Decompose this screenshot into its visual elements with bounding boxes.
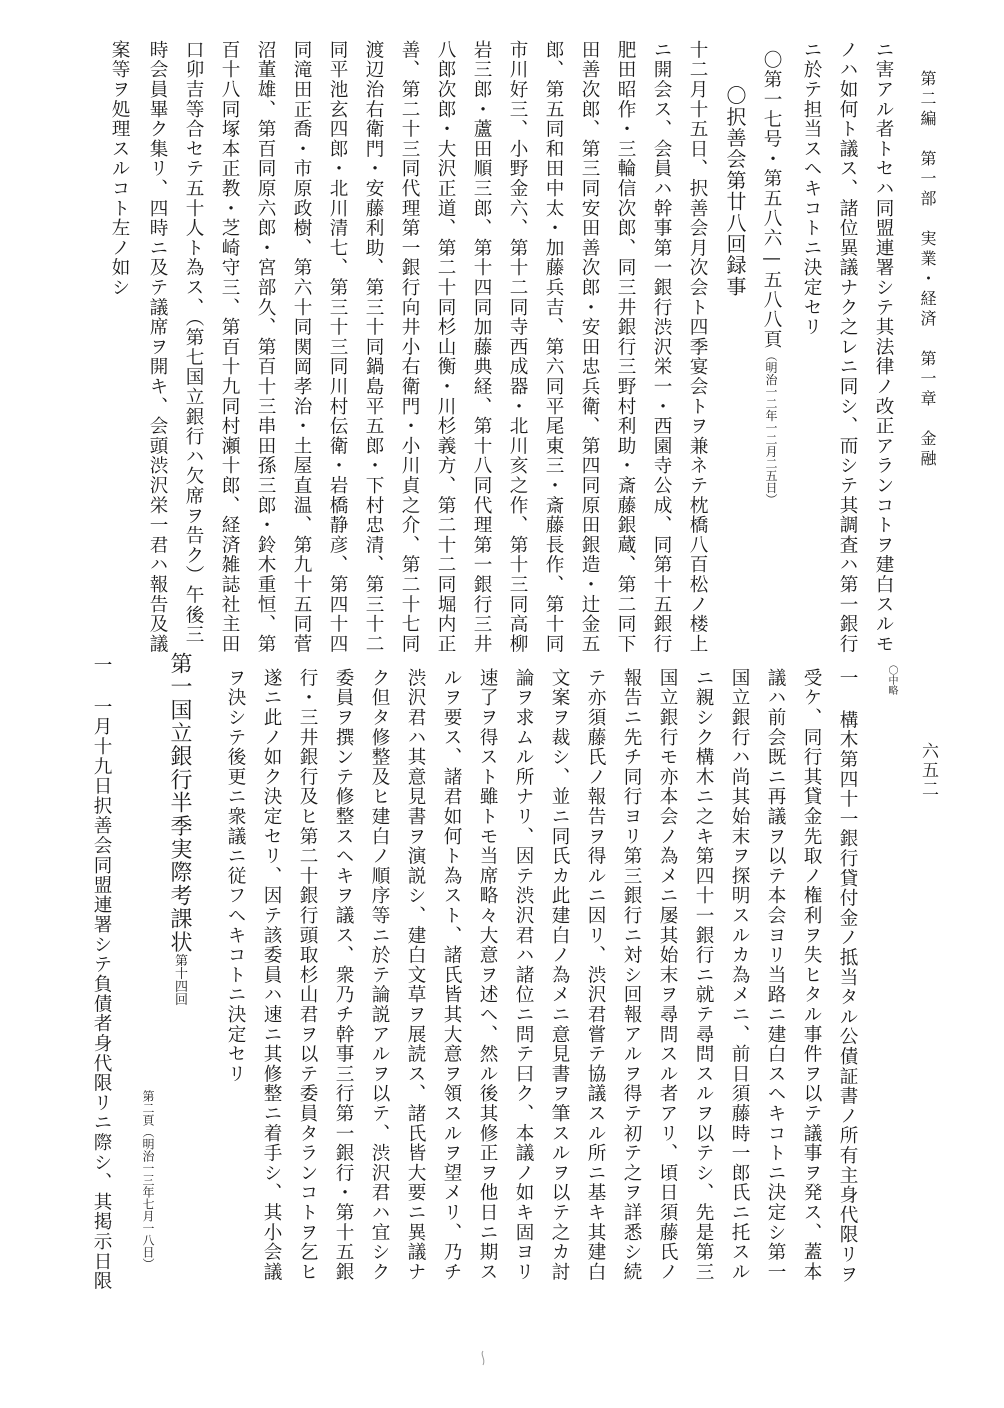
report-date: （明治一三年七月一八日） <box>141 1126 155 1270</box>
section-ref: 〇第一七号・第五八六—五八八頁 <box>761 50 782 350</box>
upper-line: 沼董雄、第百同原六郎・宮部久、第百十三串田孫三郎・鈴木重恒、第 <box>255 40 276 654</box>
upper-line: 同滝田正喬・市原政樹、第六十同関岡孝治・土屋直温、第九十五同菅 <box>291 40 312 654</box>
upper-line: 百十八同塚本正教・芝崎守三、第百十九同村瀬十郎、経済雑誌社主田 <box>219 40 240 654</box>
upper-line: 十二月十五日、択善会月次会ト四季宴会トヲ兼ネテ枕橋八百松ノ楼上 <box>687 40 708 654</box>
lower-line: 受ケ、同行其貸金先取ノ権利ヲ失ヒタル事件ヲ以テ議事ヲ発ス、蓋本 <box>801 668 822 1282</box>
lower-line: ニ親シク構木ニ之キ第四十一銀行ニ就テ尋問スルヲ以テシ、先是第三 <box>693 668 714 1282</box>
upper-line: ニ開会ス、会員ハ幹事第一銀行渋沢栄一・西園寺公成、同第十五銀行 <box>651 40 672 654</box>
lower-line: ルヲ要ス、諸君如何ト為スト、諸氏皆其大意ヲ領スルヲ望メリ、乃チ <box>441 668 462 1282</box>
upper-line: 善、第二十三同代理第一銀行向井小右衛門・小川貞之介、第二十七同 <box>399 40 420 654</box>
lower-line: 議ハ前会既ニ再議ヲ以テ本会ヨリ当路ニ建白スヘキコトニ決定シ第一 <box>765 668 786 1282</box>
upper-line: 案等ヲ処理スルコト左ノ如シ <box>109 40 130 298</box>
lower-line: 国立銀行モ亦本会ノ為メニ屡其始末ヲ尋問スル者アリ、頃日須藤氏ノ <box>657 668 678 1282</box>
upper-line: 時会員畢ク集リ、四時ニ及テ議席ヲ開キ、会頭渋沢栄一君ハ報告及議 <box>147 40 168 654</box>
omission-mark: 〇中略 <box>886 665 897 695</box>
lower-line: 報告ニ先チ同行ヨリ第三銀行ニ対シ回報アルヲ得テ初テ之ヲ詳悉シ続 <box>621 668 642 1282</box>
upper-line: 市川好三、小野金六、第十二同寺西成器・北川亥之作、第十三同高柳 <box>507 40 528 654</box>
report-heading <box>166 652 192 1352</box>
upper-line: 渡辺治右衛門・安藤利助、第三十同鍋島平五郎・下村忠清、第三十二 <box>363 40 384 654</box>
lower-line: 速了ヲ得スト雖トモ当席略々大意ヲ述ヘ、然ル後其修正ヲ他日ニ期ス <box>477 668 498 1282</box>
running-head: 第二編 第一部 実業・経済 第一章 金融 <box>918 70 937 470</box>
lower-line: 行・三井銀行及ヒ第二十銀行頭取杉山君ヲ以テ委員タランコトヲ乞ヒ <box>297 668 318 1282</box>
upper-line: 同平池玄四郎・北川清七、第三十三同川村伝衛・岩橋静彦、第四十四 <box>327 40 348 654</box>
lower-line: 国立銀行ハ尚其始末ヲ探明スルカ為メニ、前日須藤時一郎氏ニ托スル <box>729 668 750 1282</box>
upper-line: ノハ如何ト議ス、諸位異議ナク之レニ同シ、而シテ其調査ハ第一銀行 <box>837 40 858 654</box>
section-citation <box>758 50 784 650</box>
section-heading: 〇択善会第廿八回録事 <box>723 85 747 297</box>
upper-line: ニ害アル者トセハ同盟連署シテ其法律ノ改正アランコトヲ建白スルモ <box>873 40 894 654</box>
lower-line: 一 構木第四十一銀行貸付金ノ抵当タル公債証書ノ所有主身代限リヲ <box>837 668 858 1285</box>
lower-line: ク但タ修整及ヒ建白ノ順序等ニ於テ論説アルヲ以テ、渋沢君ハ宜シク <box>369 668 390 1282</box>
report-page: 第二頁 <box>141 1090 155 1126</box>
upper-line: 八郎次郎・大沢正道、第二十同杉山衡・川杉義方、第二十二同堀内正 <box>435 40 456 654</box>
ornament-mark <box>478 1350 488 1366</box>
report-note: 第十四回 <box>172 953 187 1006</box>
lower-line: 渋沢君ハ其意見書ヲ演説シ、建白文草ヲ展読ス、諸氏皆大要ニ異議ナ <box>405 668 426 1282</box>
lower-line: 論ヲ求ムル所ナリ、因テ渋沢君ハ諸位ニ問テ曰ク、本議ノ如キ固ヨリ <box>513 668 534 1282</box>
page-number: 六五二 <box>918 742 938 799</box>
upper-line: 口卯吉等合セテ五十人ト為ス、（第七国立銀行ハ欠席ヲ告ク）午後三 <box>183 40 204 645</box>
report-title: 第一国立銀行半季実際考課状 <box>167 652 192 954</box>
upper-line: 肥田昭作・三輪信次郎、同三井銀行三野村利助・斎藤銀蔵、第二同下 <box>615 40 636 654</box>
lower-line: 遂ニ此ノ如ク決定セリ、因テ該委員ハ速ニ其修整ニ着手シ、其小会議 <box>261 668 282 1282</box>
upper-line: 郎、第五同和田中太・加藤兵吉、第六同平尾東三・斎藤長作、第十同 <box>543 40 564 654</box>
lower-line: 一 一月十九日択善会同盟連署シテ負債者身代限リニ際シ、其掲示日限 <box>91 655 112 1291</box>
citation-date: （明治一二年一二月二五日） <box>764 349 778 506</box>
lower-line: テ亦須藤氏ノ報告ヲ得ルニ因リ、渋沢君嘗テ協議スル所ニ基キ其建白 <box>585 668 606 1282</box>
report-citation <box>140 1090 157 1270</box>
lower-line: 文案ヲ裁シ、並ニ同氏カ此建白ノ為メニ意見書ヲ筆スルヲ以テ之カ討 <box>549 668 570 1282</box>
upper-line: 田善次郎、第三同安田善次郎・安田忠兵衛、第四同原田銀造・辻金五 <box>579 40 600 654</box>
lower-line: 委員ヲ撰ンテ修整スヘキヲ議ス、衆乃チ幹事三行第一銀行・第十五銀 <box>333 668 354 1282</box>
upper-line: 岩三郎・蘆田順三郎、第十四同加藤典経、第十八同代理第一銀行三井 <box>471 40 492 654</box>
lower-line: ヲ決シテ後更ニ衆議ニ従フヘキコトニ決定セリ <box>225 668 246 1084</box>
upper-line: ニ於テ担当スヘキコトニ決定セリ <box>801 40 822 337</box>
